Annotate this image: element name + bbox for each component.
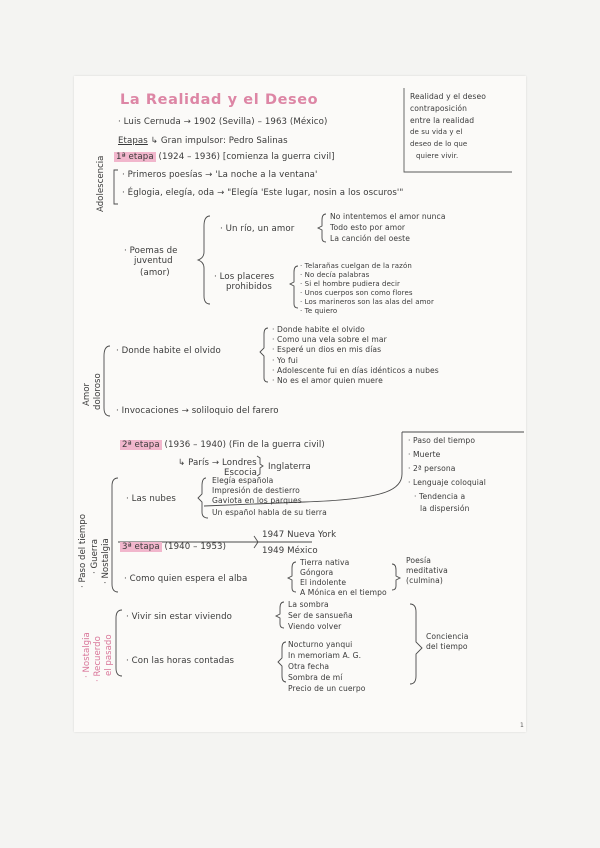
box-right-line: la dispersión xyxy=(420,504,470,513)
placeres-label-1: · Los placeres xyxy=(214,272,275,282)
placeres-item: · No decía palabras xyxy=(300,271,370,279)
vivir-item: Ser de sansueña xyxy=(288,611,353,620)
nostalgia-vertical-final: · Nostalgia xyxy=(82,632,92,678)
rio-item: La canción del oeste xyxy=(330,234,411,243)
conciencia-line: del tiempo xyxy=(426,642,468,651)
page-title: La Realidad y el Deseo xyxy=(120,92,319,108)
notebook-page xyxy=(74,76,526,732)
placeres-item: · Si el hombre pudiera decir xyxy=(300,280,400,288)
nostalgia-vertical: · Nostalgia xyxy=(101,538,111,584)
box-right-line: · Paso del tiempo xyxy=(408,436,476,445)
olvido-item: · Donde habite el olvido xyxy=(272,325,365,334)
espera-item: A Mónica en el tiempo xyxy=(300,588,387,597)
nubes-item: Gaviota en los parques xyxy=(212,496,302,505)
poemas-label-1: · Poemas de xyxy=(124,246,178,256)
horas-item: Nocturno yanqui xyxy=(288,640,353,649)
olvido-item: · Yo fui xyxy=(272,356,298,365)
espera-item: El indolente xyxy=(300,578,347,587)
etapas-word: Etapas xyxy=(118,136,148,146)
rio-item: No intentemos el amor nunca xyxy=(330,212,446,221)
placeres-label-2: prohibidos xyxy=(226,282,272,292)
poesia-med-line: Poesía xyxy=(406,556,431,565)
etapa2-rest: (1936 – 1940) (Fin de la guerra civil) xyxy=(164,440,325,450)
box-right-line: · Muerte xyxy=(408,450,441,459)
horas-item: Sombra de mí xyxy=(288,673,343,682)
vivir-item: Viendo volver xyxy=(288,622,342,631)
etapas-line xyxy=(118,136,288,146)
pasado-vertical: el pasado xyxy=(104,634,114,676)
box-top-line-6: quiere vivir. xyxy=(416,152,459,160)
espera-label: · Como quien espera el alba xyxy=(124,574,248,584)
box-top-line-1: Realidad y el deseo xyxy=(410,92,486,101)
author-line: · Luis Cernuda → 1902 (Sevilla) – 1963 (México) xyxy=(118,117,328,127)
olvido-item: · Adolescente fui en días idénticos a nubes xyxy=(272,366,439,375)
inglaterra-label: Inglaterra xyxy=(268,462,311,472)
box-top-line-2: contraposición xyxy=(410,104,468,113)
etapa2-label: 2ª etapa xyxy=(122,440,160,450)
nubes-label: · Las nubes xyxy=(126,494,176,504)
conciencia-line: Conciencia xyxy=(426,632,469,641)
guerra-vertical: · Guerra xyxy=(90,538,100,574)
placeres-item: · Telarañas cuelgan de la razón xyxy=(300,262,412,270)
poemas-label-2: juventud xyxy=(134,256,173,266)
vivir-label: · Vivir sin estar viviendo xyxy=(126,612,232,622)
box-top-line-4: de su vida y el xyxy=(410,128,463,136)
etapa3-label: 3ª etapa xyxy=(122,542,160,552)
amor-label-2: doloroso xyxy=(93,373,103,410)
box-right-line: · Lenguaje coloquial xyxy=(408,478,486,487)
horas-item: In memoriam A. G. xyxy=(288,651,362,660)
page-number: 1 xyxy=(520,722,524,729)
paso-tiempo-vertical: · Paso del tiempo xyxy=(78,514,88,588)
adolescencia-label: Adolescencia xyxy=(96,155,106,212)
etapa1-label: 1ª etapa xyxy=(116,152,154,162)
olvido-item: · Como una vela sobre el mar xyxy=(272,335,387,344)
rio-item: Todo esto por amor xyxy=(330,223,406,232)
vivir-item: La sombra xyxy=(288,600,329,609)
nubes-item: Un español habla de su tierra xyxy=(212,508,327,517)
placeres-item: · Te quiero xyxy=(300,307,338,315)
poesia-med-line: meditativa xyxy=(406,566,448,575)
olvido-label: · Donde habite el olvido xyxy=(116,346,221,356)
horas-item: Otra fecha xyxy=(288,662,330,671)
placeres-item: · Unos cuerpos son como flores xyxy=(300,289,413,297)
escocia-label: Escocia xyxy=(224,468,257,478)
horas-item: Precio de un cuerpo xyxy=(288,684,366,693)
mx-line: 1949 México xyxy=(262,546,318,556)
box-top-line-3: entre la realidad xyxy=(410,116,475,125)
rio-label: · Un río, un amor xyxy=(220,224,295,234)
etapa3-line xyxy=(120,542,226,552)
box-top-line-5: deseo de lo que xyxy=(410,140,468,148)
horas-label: · Con las horas contadas xyxy=(126,656,235,666)
recuerdo-vertical: · Recuerdo xyxy=(93,636,103,682)
amor-label-1: Amor xyxy=(82,382,92,406)
nubes-item: Impresión de destierro xyxy=(212,486,300,495)
etapa1-rest: (1924 – 1936) [comienza la guerra civil] xyxy=(158,152,335,162)
paris-line: ↳ París → Londres xyxy=(178,458,257,468)
poemas-label-3: (amor) xyxy=(140,268,170,278)
etapa1-line xyxy=(114,152,335,162)
etapa2-line xyxy=(120,440,325,450)
espera-item: Tierra nativa xyxy=(300,558,350,567)
etapas-rest: ↳ Gran impulsor: Pedro Salinas xyxy=(150,136,288,146)
nubes-item: Elegía española xyxy=(212,476,274,485)
espera-item: Góngora xyxy=(300,568,334,577)
box-right-line: · Tendencia a xyxy=(414,492,466,501)
ny-line: 1947 Nueva York xyxy=(262,530,337,540)
egloga-line: · Églogia, elegía, oda → "Elegía 'Este lugar, nosin a los oscuros'" xyxy=(122,188,404,198)
primeros-line: · Primeros poesías → 'La noche a la ventana' xyxy=(122,170,318,180)
olvido-item: · No es el amor quien muere xyxy=(272,376,383,385)
olvido-item: · Esperé un dios en mis días xyxy=(272,345,382,354)
etapa3-rest: (1940 – 1953) xyxy=(164,542,227,552)
box-right-line: · 2ª persona xyxy=(408,464,456,473)
invocaciones-line: · Invocaciones → soliloquio del farero xyxy=(116,406,279,416)
poesia-med-line: (culmina) xyxy=(406,576,443,585)
placeres-item: · Los marineros son las alas del amor xyxy=(300,298,434,306)
